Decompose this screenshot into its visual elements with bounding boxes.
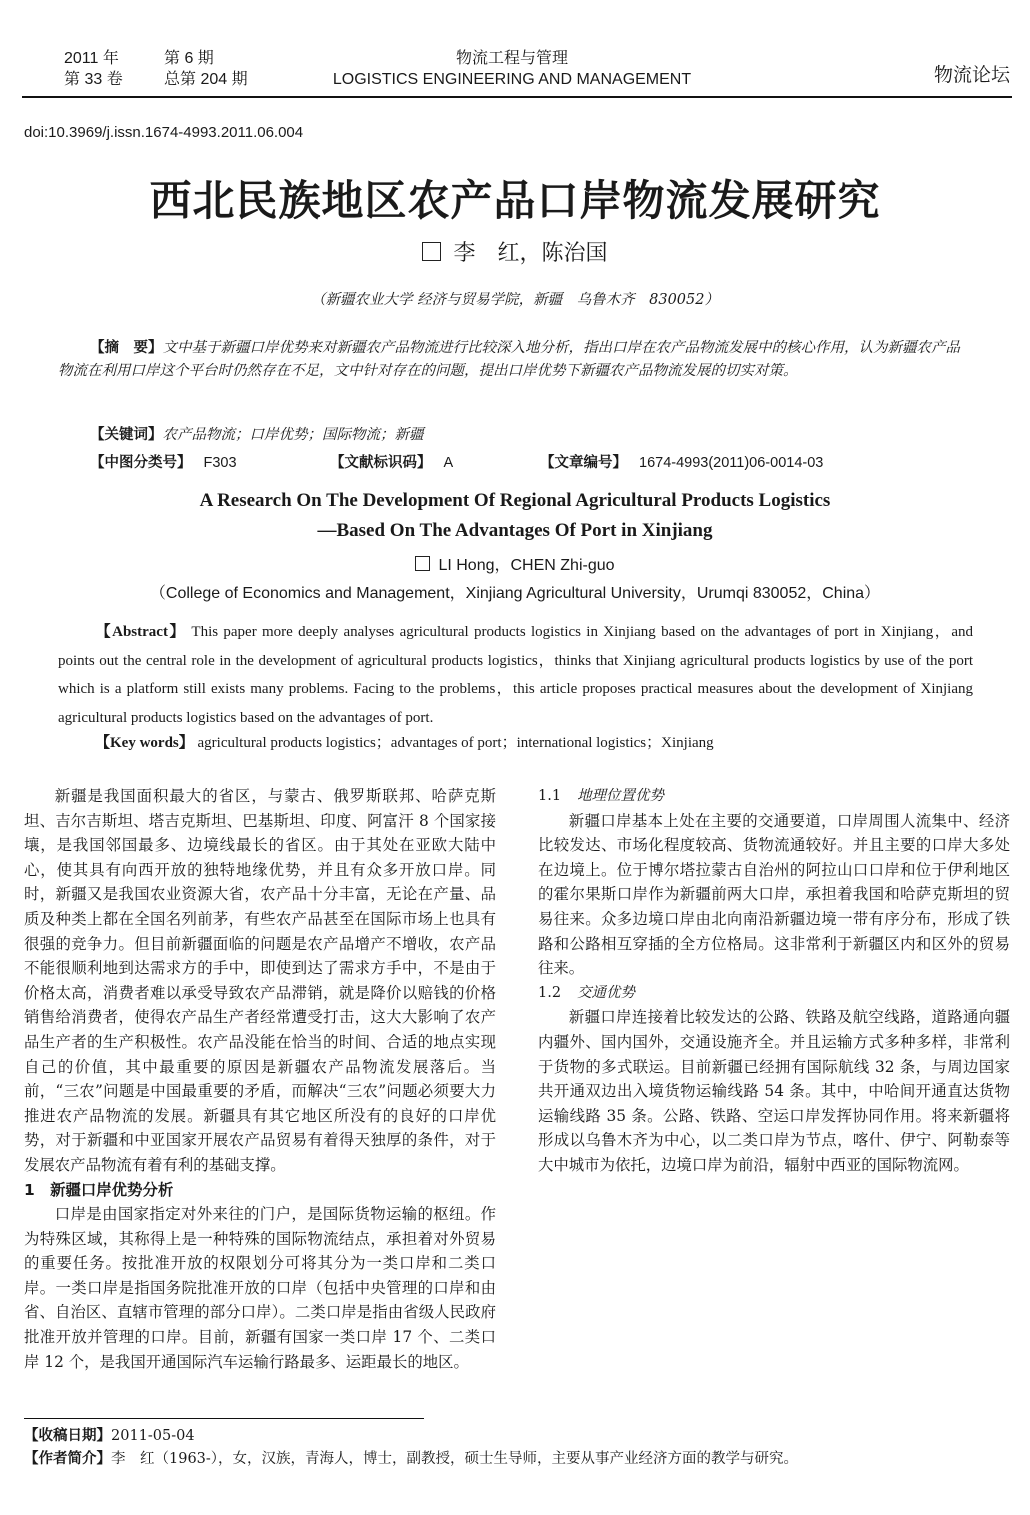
keywords-en <box>95 731 714 752</box>
received-date <box>24 1424 195 1445</box>
clc-value: F303 <box>203 455 237 471</box>
journal-name-en: LOGISTICS ENGINEERING AND MANAGEMENT <box>332 71 692 88</box>
abstract-cn <box>58 337 973 383</box>
keywords-en-text: agricultural products logistics；advantages of port；international logistics；Xinjiang <box>197 735 714 751</box>
issue: 第 6 期 <box>164 50 214 67</box>
keywords-cn <box>90 424 1005 447</box>
abstract-en-label: 【Abstract】 <box>94 624 187 640</box>
bio-label: 【作者简介】 <box>24 1451 111 1467</box>
received-label: 【收稿日期】 <box>24 1428 111 1444</box>
affiliation: （新疆农业大学 经济与贸易学院，新疆 乌鲁木齐 830052） <box>311 292 719 308</box>
abstract-en <box>58 618 973 732</box>
keywords-cn-label: 【关键词】 <box>90 427 163 443</box>
issue-info <box>64 48 248 90</box>
running-header <box>22 26 1012 98</box>
article-number-value: 1674-4993(2011)06-0014-03 <box>639 455 824 471</box>
section-1-2-title: 交通优势 <box>577 984 636 1001</box>
section-1-2-number: 1.2 <box>538 984 562 1001</box>
clc-label: 【中图分类号】 <box>90 455 192 471</box>
section-1-2-heading <box>538 981 1010 1006</box>
section-1-heading: 1 新疆口岸优势分析 <box>24 1180 174 1199</box>
doc-code-label: 【文献标识码】 <box>330 455 432 471</box>
abstract-cn-label: 【摘 要】 <box>90 340 163 356</box>
title-en-line2: —Based On The Advantages Of Port in Xinjiang <box>317 520 713 541</box>
doc-code <box>330 451 453 472</box>
authors <box>0 236 1030 267</box>
section-1-1-title: 地理位置优势 <box>577 788 665 804</box>
year: 2011 年 <box>64 50 119 67</box>
bio-value: 李 红（1963-），女，汉族，青海人，博士，副教授，硕士生导师，主要从事产业经济方面的教学与研究。 <box>111 1451 799 1467</box>
authors-en-text: LI Hong，CHEN Zhi-guo <box>438 557 615 574</box>
footnote-divider <box>24 1418 424 1419</box>
abstract-cn-text: 文中基于新疆口岸优势来对新疆农产品物流进行比较深入地分析，指出口岸在农产品物流发展中的核心作用，认为新疆农产品物流在利用口岸这个平台时仍然存在不足，文中针对存在的问题，提出口岸优势下新疆农产品物流发展的切实对策。 <box>58 340 960 379</box>
body-column-right <box>538 784 1010 1178</box>
volume: 第 33 卷 <box>64 71 123 88</box>
article-number-label: 【文章编号】 <box>540 455 627 471</box>
section-1-1-heading <box>538 784 1010 809</box>
doi: doi:10.3969/j.issn.1674-4993.2011.06.004 <box>24 124 304 141</box>
keywords-en-label: 【Key words】 <box>95 735 194 751</box>
doc-code-value: A <box>443 455 454 471</box>
article-title: 西北民族地区农产品口岸物流发展研究 <box>149 176 881 225</box>
intro-paragraph: 新疆是我国面积最大的省区，与蒙古、俄罗斯联邦、哈萨克斯坦、吉尔吉斯坦、塔吉克斯坦、巴基斯坦、印度、阿富汗 8 个国家接壤，是我国邻国最多、边境线最长的省区。由于其处在亚欧大陆中心，使其具有向西开放的独特地缘优势，并且有众多开放口岸。同时，新疆又是我国农业资源大省，农产品十分丰富，无论在产量、品质及种类上都在全国名列前茅，有些农产品甚至在国际市场上也具有很强的竞争力。但目前新疆面临的问题是农产品增产不增收，农产品不能很顺利地到达需求方的手中，即使到达了需求方手中，不是由于价格太高，消费者难以承受导致农产品滞销，就是降价以赔钱的价格销售给消费者，使得农产品生产者经常遭受打击，这大大影响了农产品生产者的生产积极性。农产品没能在恰当的时间、合适的地点实现自己的价值，其中最重要的原因是新疆农产品物流发展落后。当前，“三农”问题是中国最重要的矛盾，而解决“三农”问题必须要大力推进农产品物流的发展。新疆具有其它地区所没有的良好的口岸优势，对于新疆和中亚国家开展农产品贸易有着得天独厚的条件，对于发展农产品物流有着有利的基础支撑。 <box>24 787 496 1174</box>
affiliation-en: （College of Economics and Management，Xinjiang Agricultural University，Urumqi 830052，China） <box>149 585 881 602</box>
section-name: 物流论坛 <box>933 64 1010 86</box>
authors-en <box>0 552 1030 575</box>
journal-name-cn: 物流工程与管理 <box>455 50 568 67</box>
clc-number <box>90 451 237 472</box>
section-1-1-number: 1.1 <box>538 788 562 804</box>
section-1-1-paragraph: 新疆口岸基本上处在主要的交通要道，口岸周围人流集中、经济比较发达、市场化程度较高、货物流通较好。并且主要的口岸大多处在边境上。位于博尔塔拉蒙古自治州的阿拉山口口岸和位于伊利地区的霍尔果斯口岸作为新疆前两大口岸，承担着我国和哈萨克斯坦的贸易往来。众多边境口岸由北向南沿新疆边境一带有序分布，形成了铁路和公路相互穿插的全方位格局。这非常利于新疆区内和区外的贸易往来。 <box>538 811 1010 978</box>
abstract-en-text: This paper more deeply analyses agricultural products logistics in Xinjiang based on the advantages of port in Xinjiang，and points out the central role in the development of agricultural products logistics，thinks that Xinjiang agricultural products logistics by use of the port which is a platform still exists many problems. Facing to the problems，this article proposes practical measures about the development of Xinjiang agricultural products logistics based on the advantages of port. <box>58 624 974 726</box>
journal-name <box>312 48 712 90</box>
total-issue: 总第 204 期 <box>164 71 248 88</box>
title-en-line1: A Research On The Development Of Regional Agricultural Products Logistics <box>199 490 831 511</box>
body-column-left <box>24 784 496 1374</box>
author-en-marker-icon <box>415 556 430 571</box>
authors-text: 李 红，陈治国 <box>453 241 608 266</box>
section-1-paragraph: 口岸是由国家指定对外来往的门户，是国际货物运输的枢纽。作为特殊区域，其称得上是一种特殊的国际物流结点，承担着对外贸易的重要任务。按批准开放的权限划分可将其分为一类口岸和二类口岸。一类口岸是指国务院批准开放的口岸（包括中央管理的口岸和由省、自治区、直辖市管理的部分口岸）。二类口岸是指由省级人民政府批准开放并管理的口岸。目前，新疆有国家一类口岸 17 个、二类口岸 12 个，是我国开通国际汽车运输行路最多、运距最长的地区。 <box>24 1205 496 1371</box>
author-marker-icon <box>422 242 441 261</box>
article-number <box>540 451 823 472</box>
keywords-cn-text: 农产品物流；口岸优势；国际物流；新疆 <box>162 427 424 443</box>
received-value: 2011-05-04 <box>111 1428 195 1444</box>
author-bio <box>24 1447 798 1468</box>
section-1-2-paragraph: 新疆口岸连接着比较发达的公路、铁路及航空线路，道路通向疆内疆外、国内国外，交通设施齐全。并且运输方式多种多样，非常利于货物的多式联运。目前新疆已经拥有国际航线 32 条，与周边国家共开通双边出入境货物运输线路 54 条。其中，中哈间开通直达货物运输线路 35 条。公路、铁路、空运口岸发挥协同作用。将来新疆将形成以乌鲁木齐为中心，以二类口岸为节点，喀什、伊宁、阿勒泰等大中城市为依托，边境口岸为前沿，辐射中西亚的国际物流网。 <box>538 1008 1010 1174</box>
